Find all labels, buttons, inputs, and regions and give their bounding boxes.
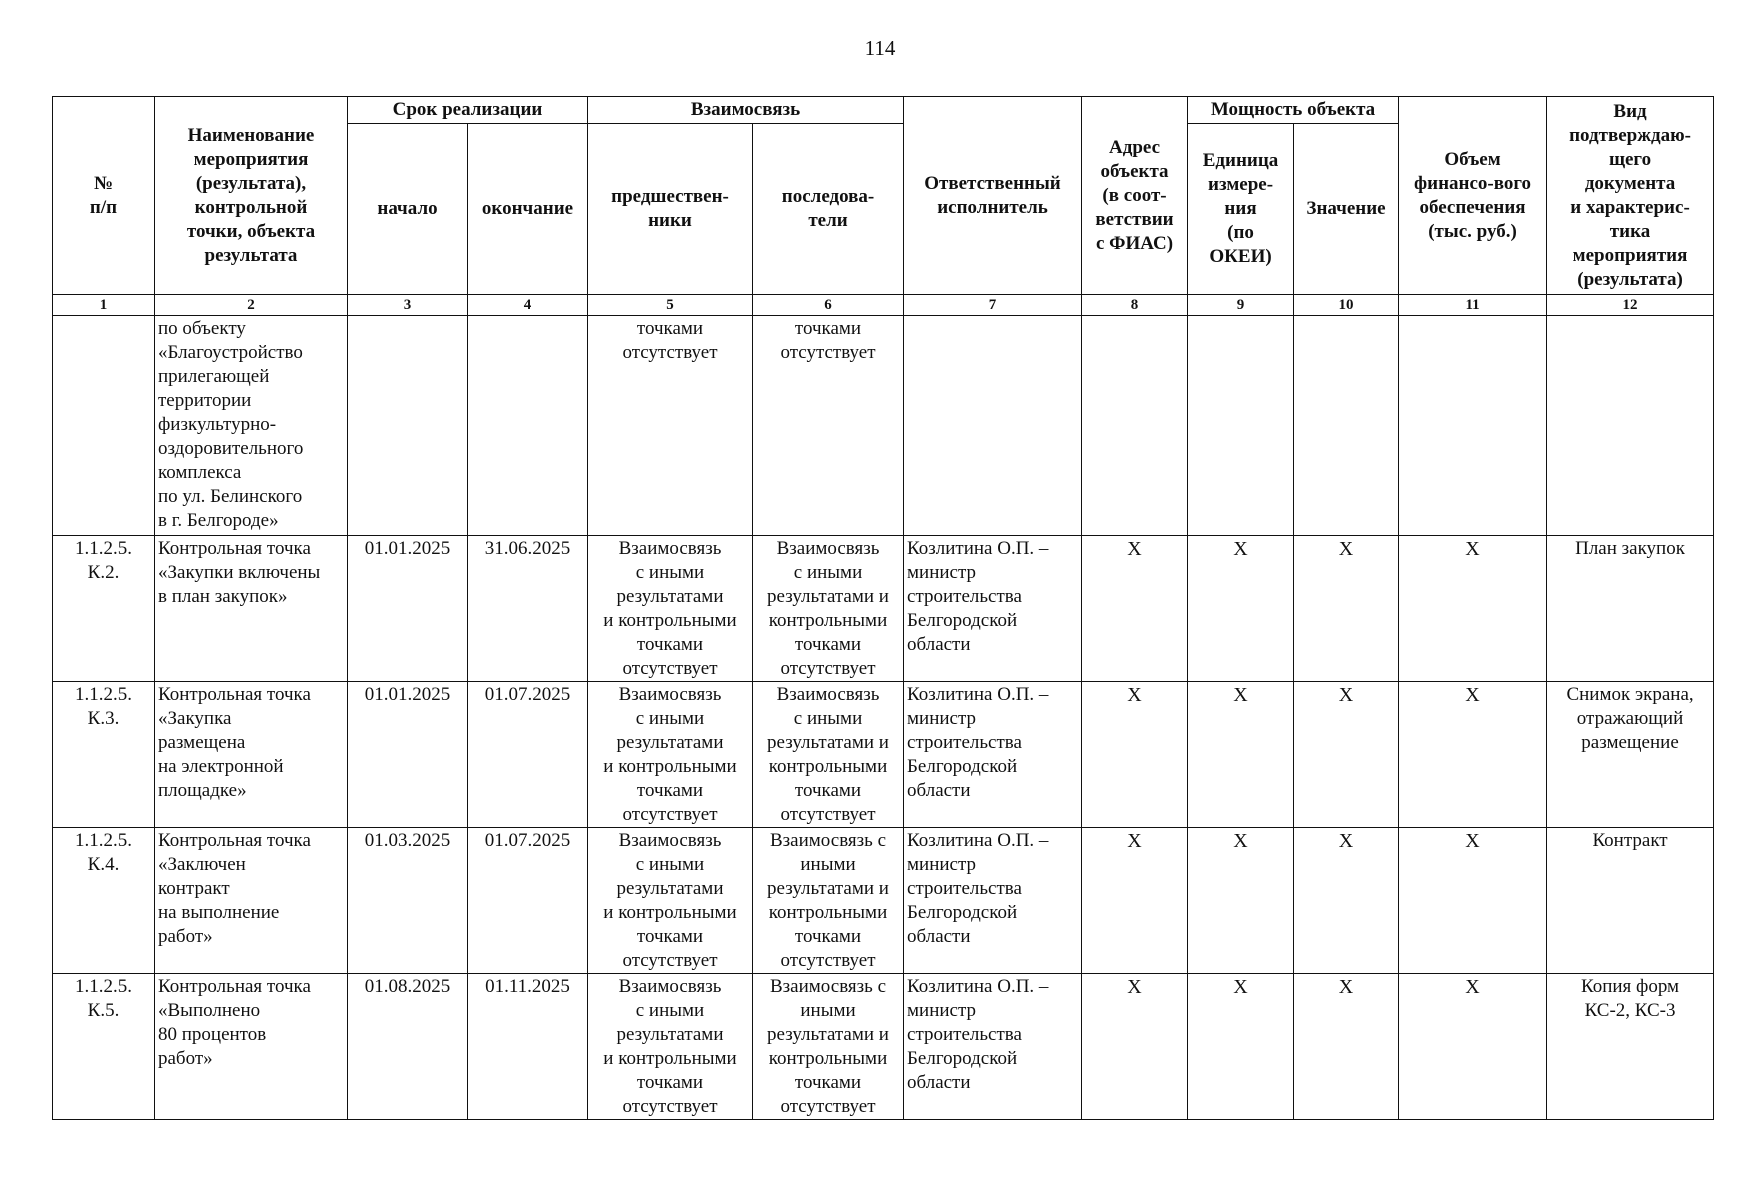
header-document: Вид подтверждаю- щего документа и характерис- тика мероприятия (результата) [1547,97,1714,295]
cell-value: X [1294,682,1399,828]
column-number: 11 [1399,295,1547,316]
cell-successors: Взаимосвязь с иными результатами и контрольными точками отсутствует [753,682,904,828]
cell-name: по объекту «Благоустройство прилегающей территории физкультурно- оздоровительного комплекса по ул. Белинского в г. Белгороде» [155,316,348,536]
cell-responsible: Козлитина О.П. – министр строительства Белгородской области [904,682,1082,828]
table-row-continuation [53,316,1714,536]
cell-start [348,316,468,536]
cell-value: X [1294,828,1399,974]
cell-responsible: Козлитина О.П. – министр строительства Белгородской области [904,974,1082,1120]
cell-unit: X [1188,682,1294,828]
cell-start: 01.08.2025 [348,974,468,1120]
cell-successors: точками отсутствует [753,316,904,536]
cell-start: 01.01.2025 [348,682,468,828]
cell-address [1082,316,1188,536]
cell-volume: X [1399,828,1547,974]
column-number: 7 [904,295,1082,316]
cell-num [53,316,155,536]
table-row [53,682,1714,828]
cell-responsible: Козлитина О.П. – министр строительства Белгородской области [904,536,1082,682]
cell-responsible: Козлитина О.П. – министр строительства Белгородской области [904,828,1082,974]
header-responsible: Ответственный исполнитель [904,97,1082,295]
table-body [53,316,1714,1120]
cell-end: 01.11.2025 [468,974,588,1120]
cell-end: 01.07.2025 [468,828,588,974]
cell-document [1547,316,1714,536]
cell-successors: Взаимосвязь с иными результатами и контрольными точками отсутствует [753,828,904,974]
column-number: 8 [1082,295,1188,316]
cell-document: Снимок экрана, отражающий размещение [1547,682,1714,828]
cell-end [468,316,588,536]
table-row [53,536,1714,682]
header-unit: Единица измере- ния (по ОКЕИ) [1188,124,1294,295]
header-value: Значение [1294,124,1399,295]
header-group-link: Взаимосвязь [588,97,904,124]
cell-name: Контрольная точка «Закупки включены в план закупок» [155,536,348,682]
header-end: окончание [468,124,588,295]
cell-predecessors: Взаимосвязь с иными результатами и контрольными точками отсутствует [588,682,753,828]
cell-document: Копия форм КС-2, КС-3 [1547,974,1714,1120]
header-name: Наименование мероприятия (результата), контрольной точки, объекта результата [155,97,348,295]
cell-address: X [1082,682,1188,828]
cell-unit: X [1188,536,1294,682]
cell-volume: X [1399,682,1547,828]
header-num: № п/п [53,97,155,295]
cell-end: 01.07.2025 [468,682,588,828]
cell-responsible [904,316,1082,536]
cell-volume: X [1399,536,1547,682]
cell-predecessors: Взаимосвязь с иными результатами и контрольными точками отсутствует [588,536,753,682]
cell-unit [1188,316,1294,536]
cell-value [1294,316,1399,536]
header-predecessors: предшествен- ники [588,124,753,295]
column-number: 4 [468,295,588,316]
column-number: 1 [53,295,155,316]
cell-name: Контрольная точка «Заключен контракт на выполнение работ» [155,828,348,974]
cell-address: X [1082,536,1188,682]
cell-end: 31.06.2025 [468,536,588,682]
column-number: 9 [1188,295,1294,316]
cell-start: 01.01.2025 [348,536,468,682]
table-header [53,97,1714,316]
cell-predecessors: Взаимосвязь с иными результатами и контрольными точками отсутствует [588,974,753,1120]
cell-successors: Взаимосвязь с иными результатами и контрольными точками отсутствует [753,536,904,682]
cell-value: X [1294,536,1399,682]
cell-num: 1.1.2.5. К.5. [53,974,155,1120]
header-volume: Объем финансо-вого обеспечения (тыс. руб.) [1399,97,1547,295]
cell-start: 01.03.2025 [348,828,468,974]
implementation-plan-table [52,96,1714,1120]
column-number: 5 [588,295,753,316]
cell-num: 1.1.2.5. К.4. [53,828,155,974]
cell-volume: X [1399,974,1547,1120]
cell-name: Контрольная точка «Выполнено 80 процентов работ» [155,974,348,1120]
page-number: 114 [864,36,896,60]
header-start: начало [348,124,468,295]
column-number: 6 [753,295,904,316]
cell-document: План закупок [1547,536,1714,682]
column-number: 12 [1547,295,1714,316]
cell-num: 1.1.2.5. К.2. [53,536,155,682]
cell-address: X [1082,974,1188,1120]
column-number: 3 [348,295,468,316]
header-successors: последова- тели [753,124,904,295]
header-address: Адрес объекта (в соот- ветствии с ФИАС) [1082,97,1188,295]
cell-predecessors: Взаимосвязь с иными результатами и контрольными точками отсутствует [588,828,753,974]
column-number-row [53,295,1714,316]
cell-address: X [1082,828,1188,974]
column-number: 2 [155,295,348,316]
table-row [53,828,1714,974]
cell-successors: Взаимосвязь с иными результатами и контрольными точками отсутствует [753,974,904,1120]
cell-document: Контракт [1547,828,1714,974]
cell-name: Контрольная точка «Закупка размещена на электронной площадке» [155,682,348,828]
cell-value: X [1294,974,1399,1120]
cell-unit: X [1188,828,1294,974]
table-row [53,974,1714,1120]
cell-predecessors: точками отсутствует [588,316,753,536]
header-group-capacity: Мощность объекта [1188,97,1399,124]
cell-num: 1.1.2.5. К.3. [53,682,155,828]
cell-volume [1399,316,1547,536]
column-number: 10 [1294,295,1399,316]
header-group-period: Срок реализации [348,97,588,124]
cell-unit: X [1188,974,1294,1120]
